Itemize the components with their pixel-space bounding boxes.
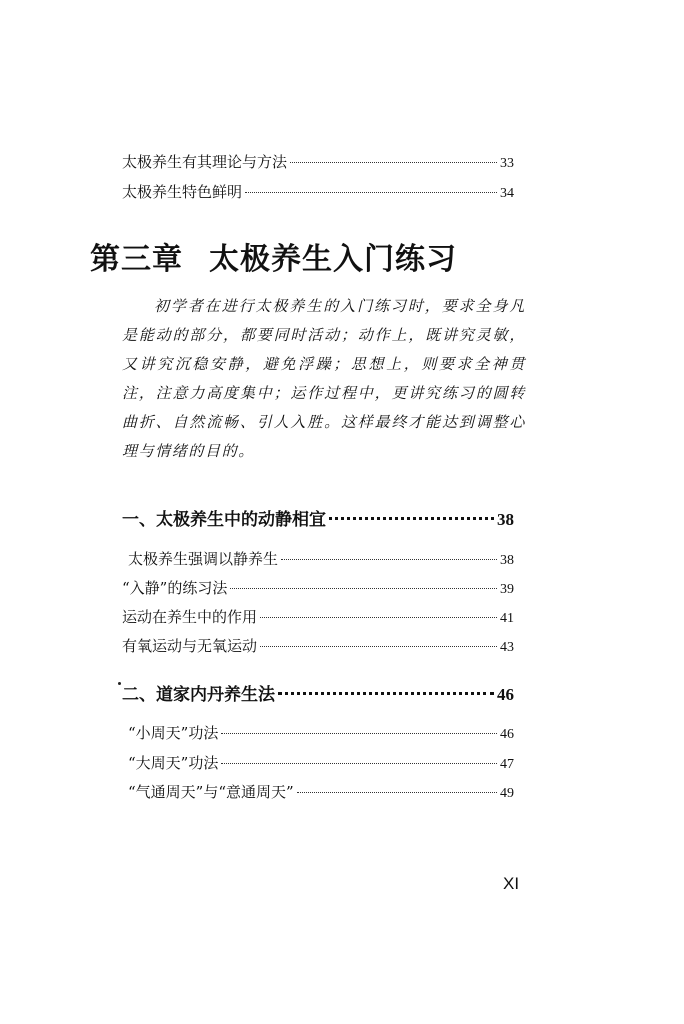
leader-dots — [260, 617, 497, 618]
chapter-name: 太极养生入门练习 — [209, 242, 457, 277]
toc-entry-title: 太极养生有其理论与方法 — [122, 153, 288, 171]
scan-speck — [118, 682, 121, 685]
chapter-title — [90, 234, 457, 278]
toc-entry-page: 41 — [500, 611, 514, 626]
toc-section[interactable] — [122, 683, 514, 707]
toc-section[interactable] — [122, 508, 514, 532]
toc-entry[interactable] — [128, 782, 514, 804]
toc-entry-page: 47 — [500, 757, 514, 772]
toc-entry-page: 33 — [500, 156, 514, 171]
toc-entry[interactable] — [122, 636, 514, 658]
toc-entry-title: 太极养生特色鲜明 — [122, 183, 243, 201]
leader-dots — [297, 792, 497, 793]
toc-entry-title: “大周天”功法 — [128, 754, 219, 772]
toc-entry-title: “入静”的练习法 — [122, 579, 228, 597]
toc-entry[interactable] — [122, 578, 514, 600]
toc-entry[interactable] — [128, 753, 514, 775]
toc-entry-page: 49 — [500, 786, 514, 801]
toc-entry-page: 43 — [500, 640, 514, 655]
toc-entry-page: 38 — [500, 553, 514, 568]
toc-entry-page: 39 — [500, 582, 514, 597]
toc-entry-title: “小周天”功法 — [128, 724, 219, 742]
leader-dots — [245, 192, 497, 193]
toc-section-title: 一、太极养生中的动静相宜 — [122, 510, 326, 530]
page-number: XI — [503, 874, 520, 893]
chapter-label: 第三章 — [90, 242, 183, 277]
toc-entry-title: 运动在养生中的作用 — [122, 608, 258, 626]
toc-entry[interactable] — [122, 182, 514, 204]
toc-entry-page: 34 — [500, 186, 514, 201]
leader-dots — [278, 692, 494, 695]
leader-dots — [221, 733, 497, 734]
toc-section-page: 38 — [497, 510, 514, 529]
toc-entry-page: 46 — [500, 727, 514, 742]
leader-dots — [329, 517, 494, 520]
toc-section-page: 46 — [497, 685, 514, 704]
toc-entry[interactable] — [122, 607, 514, 629]
toc-section-title: 二、道家内丹养生法 — [122, 685, 275, 705]
leader-dots — [221, 763, 497, 764]
leader-dots — [230, 588, 497, 589]
leader-dots — [281, 559, 497, 560]
toc-entry-title: “气通周天”与“意通周天” — [128, 783, 294, 801]
toc-entry[interactable] — [122, 152, 514, 174]
leader-dots — [260, 646, 497, 647]
chapter-intro: 初学者在进行太极养生的入门练习时，要求全身凡是能动的部分，都要同时活动；动作上，既讲究灵敏，又讲究沉稳安静，避免浮躁；思想上，则要求全神贯注，注意力高度集中；运作过程中，更讲究练习的圆转曲折、自然流畅、引人入胜。这样最终才能达到调整心理与情绪的目的。 — [122, 297, 526, 460]
toc-entry-title: 太极养生强调以静养生 — [128, 550, 279, 568]
toc-entry[interactable] — [128, 723, 514, 745]
toc-entry[interactable] — [128, 549, 514, 571]
toc-entry-title: 有氧运动与无氧运动 — [122, 637, 258, 655]
leader-dots — [290, 162, 497, 163]
